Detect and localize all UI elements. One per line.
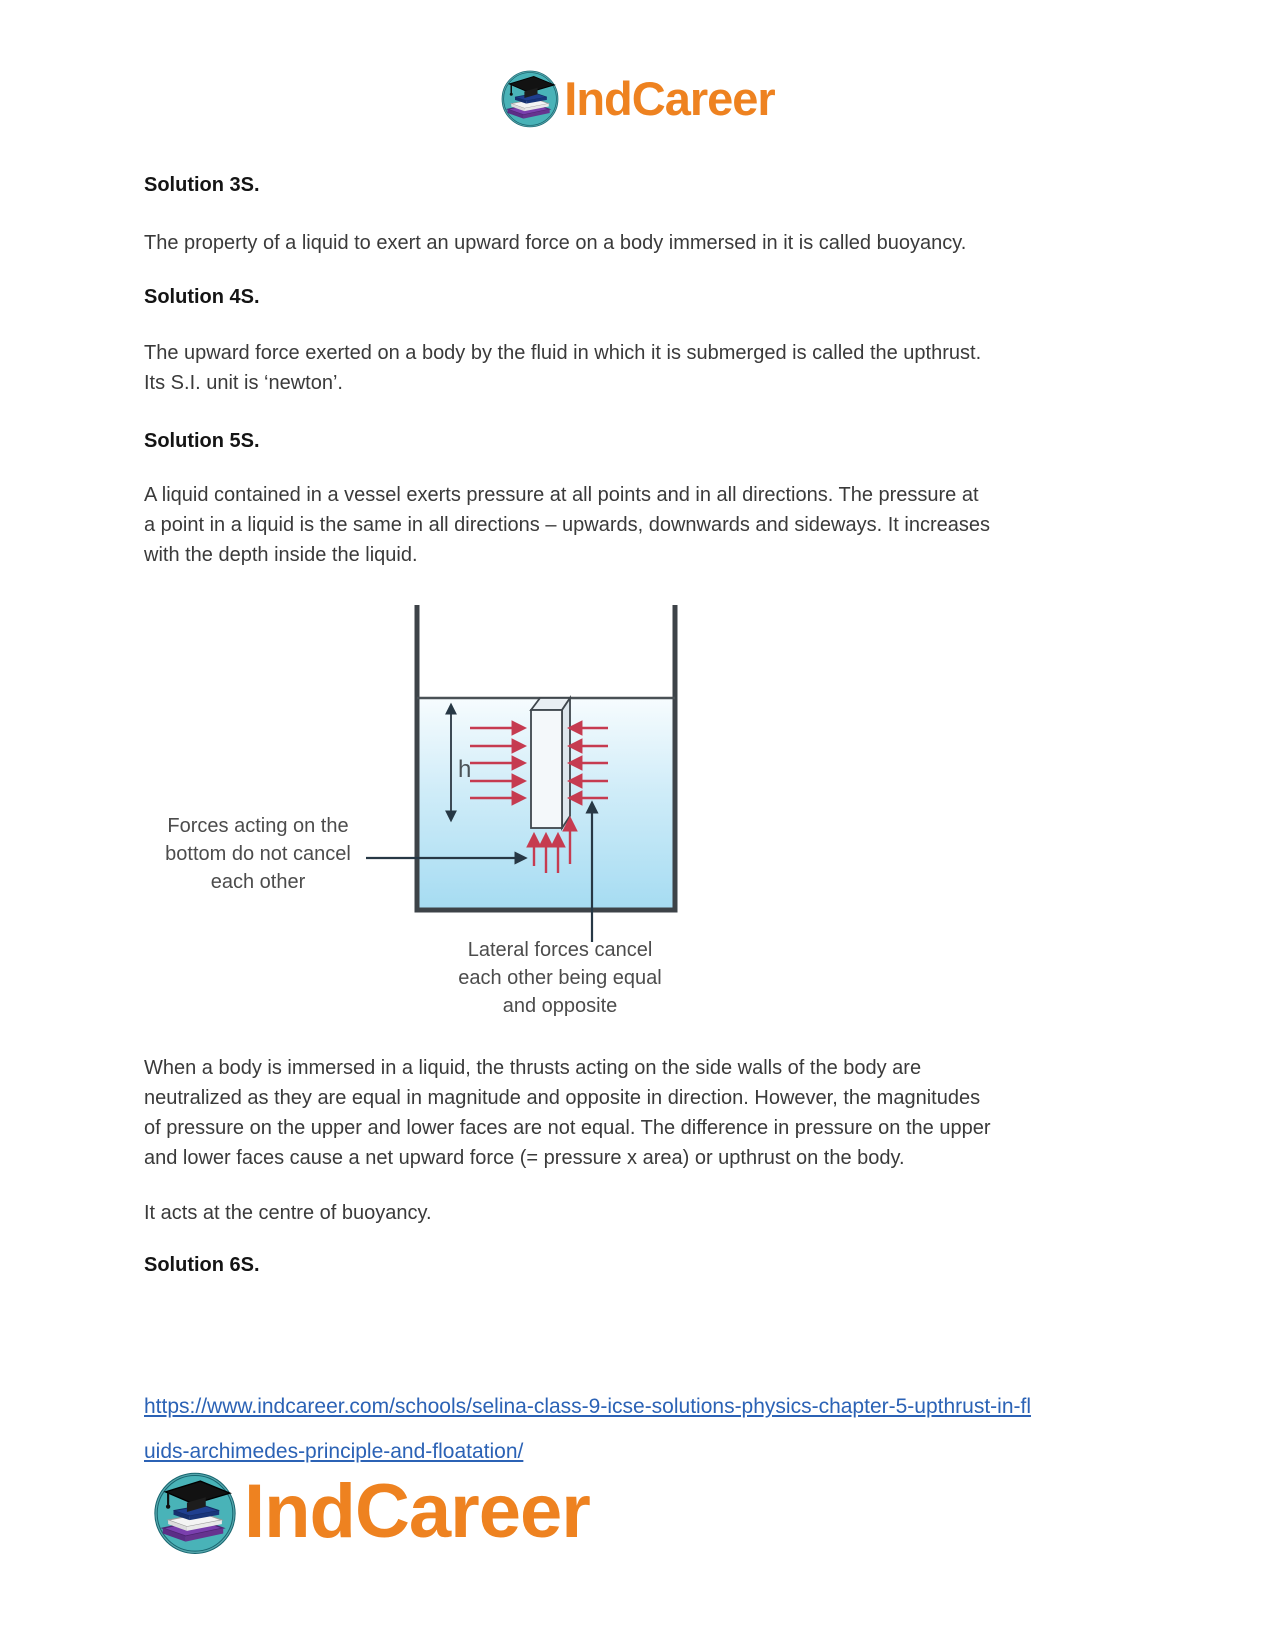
- paragraph-centre-of-buoyancy: [144, 1198, 1084, 1228]
- source-url-link[interactable]: https://www.indcareer.com/schools/selina-class-9-icse-solutions-physics-chapter-5-upthrust-in-fl: [144, 1395, 1031, 1418]
- paragraph-solution-4s: [144, 338, 1084, 398]
- footer-logo: [152, 1468, 590, 1555]
- pressure-diagram-figure: [140, 565, 720, 1025]
- text-line: The property of a liquid to exert an upward force on a body immersed in it is called buoyancy.: [144, 232, 967, 254]
- text-line: Its S.I. unit is ‘newton’.: [144, 372, 343, 394]
- graduation-cap-books-icon: [500, 68, 560, 128]
- caption-line: and opposite: [502, 995, 618, 1017]
- text-line: a point in a liquid is the same in all directions – upwards, downwards and sideways. It increases: [144, 514, 990, 536]
- text-line: A liquid contained in a vessel exerts pressure at all points and in all directions. The pressure at: [144, 484, 979, 506]
- caption-line: bottom do not cancel: [165, 843, 351, 865]
- text-line: When a body is immersed in a liquid, the thrusts acting on the side walls of the body are: [144, 1057, 922, 1079]
- source-url-block: [144, 1384, 1124, 1474]
- heading-solution-5s: Solution 5S.: [144, 430, 260, 452]
- text-line: of pressure on the upper and lower faces are not equal. The difference in pressure on the upper: [144, 1117, 991, 1139]
- text-line: and lower faces cause a net upward force (= pressure x area) or upthrust on the body.: [144, 1147, 905, 1169]
- header-logo: [0, 68, 1275, 128]
- caption-line: each other being equal: [458, 967, 662, 989]
- immersed-block: [531, 698, 570, 828]
- caption-line: each other: [210, 871, 306, 893]
- text-line: The upward force exerted on a body by the fluid in which it is submerged is called the upthrust.: [144, 342, 982, 364]
- heading-solution-4s: Solution 4S.: [144, 286, 260, 308]
- graduation-cap-books-icon: [152, 1469, 238, 1555]
- text-line: It acts at the centre of buoyancy.: [144, 1202, 432, 1224]
- depth-label: h: [458, 756, 472, 783]
- paragraph-solution-3s: [144, 228, 1084, 258]
- text-line: neutralized as they are equal in magnitude and opposite in direction. However, the magnitudes: [144, 1087, 981, 1109]
- bottom-forces-caption: [146, 812, 370, 896]
- heading-solution-6s: Solution 6S.: [144, 1254, 260, 1276]
- lateral-forces-caption: [440, 936, 680, 1020]
- source-url-link-continued[interactable]: uids-archimedes-principle-and-floatation/: [144, 1440, 524, 1463]
- paragraph-solution-5s: [144, 480, 1084, 570]
- url-line-1: [144, 1384, 1124, 1429]
- caption-line: Lateral forces cancel: [467, 939, 653, 961]
- caption-line: Forces acting on the: [167, 815, 349, 837]
- heading-solution-3s: Solution 3S.: [144, 174, 260, 196]
- text-line: with the depth inside the liquid.: [144, 544, 418, 566]
- brand-wordmark: IndCareer: [244, 1469, 590, 1554]
- paragraph-upthrust-explanation: [144, 1053, 1084, 1173]
- brand-wordmark: IndCareer: [564, 71, 775, 125]
